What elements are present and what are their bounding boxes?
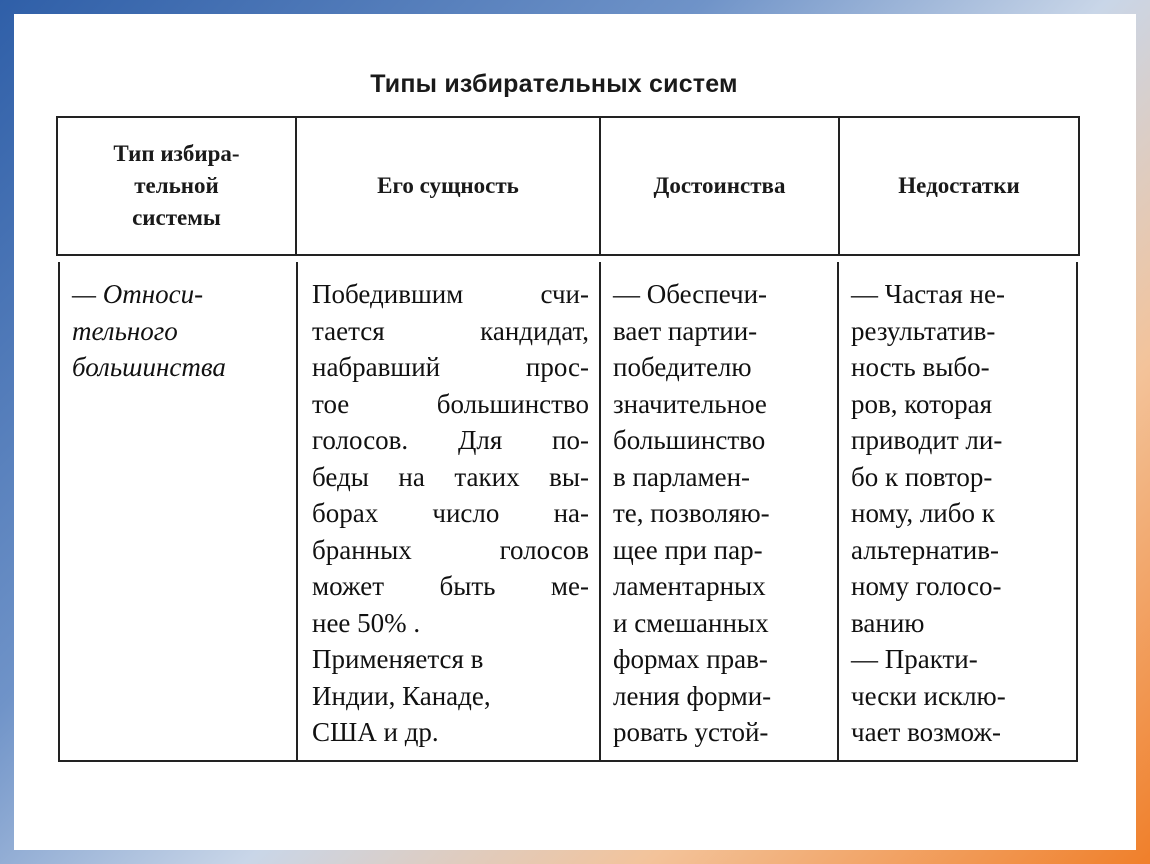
header-merits: Достоинства [601, 118, 840, 254]
type-line: большинства [72, 352, 226, 382]
header-essence: Его сущность [297, 118, 601, 254]
merits-line: и смешанных [613, 607, 769, 638]
cell-essence [298, 262, 601, 760]
merits-line: большинство [613, 425, 766, 455]
drawbacks-line: бо к повтор- [851, 461, 993, 492]
table-body-row [58, 262, 1078, 762]
drawbacks-line: — Практи- [851, 644, 978, 674]
essence-line: Индии, Канаде, [312, 680, 491, 711]
drawbacks-line: ность выбо- [851, 352, 990, 382]
essence-line: может быть ме- [312, 571, 589, 601]
drawbacks-line: чает возмож- [851, 717, 1002, 747]
essence-line: США и др. [312, 717, 439, 747]
merits-line: значительное [613, 388, 767, 419]
header-drawbacks: Недостатки [898, 173, 1020, 198]
cell-type [60, 262, 298, 760]
merits-line: победителю [613, 352, 752, 382]
drawbacks-line: приводит ли- [851, 425, 1003, 455]
essence-line: тое большинство [312, 388, 589, 419]
essence-line: набравший прос- [312, 352, 589, 382]
slide [14, 14, 1136, 850]
cell-drawbacks [839, 262, 1076, 760]
type-line: тельного [72, 315, 178, 346]
header-type: Тип избира- тельной системы [58, 118, 297, 254]
merits-line: — Обеспечи- [613, 279, 768, 309]
drawbacks-line: ров, которая [851, 388, 992, 419]
essence-line: тается кандидат, [312, 315, 589, 346]
essence-line: голосов. Для по- [312, 425, 589, 455]
merits-line: щее при пар- [613, 534, 763, 565]
merits-line: вает партии- [613, 315, 758, 346]
page-title: Типы избирательных систем [370, 70, 738, 98]
essence-line: Победившим счи- [312, 279, 589, 309]
drawbacks-line: альтернатив- [851, 534, 999, 565]
merits-line: в парламен- [613, 461, 751, 492]
table-header-row [56, 116, 1080, 256]
merits-line: ровать устой- [613, 717, 769, 747]
essence-line: Применяется в [312, 644, 484, 674]
merits-line: ламентарных [613, 571, 766, 601]
cell-merits [601, 262, 839, 760]
type-line: — Относи- [72, 279, 204, 309]
drawbacks-line: результатив- [851, 315, 996, 346]
drawbacks-line: ному, либо к [851, 498, 995, 528]
merits-line: те, позволяю- [613, 498, 770, 528]
merits-line: формах прав- [613, 644, 768, 674]
essence-line: борах число на- [312, 498, 589, 528]
drawbacks-line: чески исклю- [851, 680, 1006, 711]
drawbacks-line: — Частая не- [851, 279, 1005, 309]
drawbacks-line: ному голосо- [851, 571, 1002, 601]
drawbacks-line: ванию [851, 607, 925, 638]
essence-line: беды на таких вы- [312, 461, 589, 492]
merits-line: ления форми- [613, 680, 772, 711]
essence-line: бранных голосов [312, 534, 589, 565]
essence-line: нее 50% . [312, 607, 421, 638]
